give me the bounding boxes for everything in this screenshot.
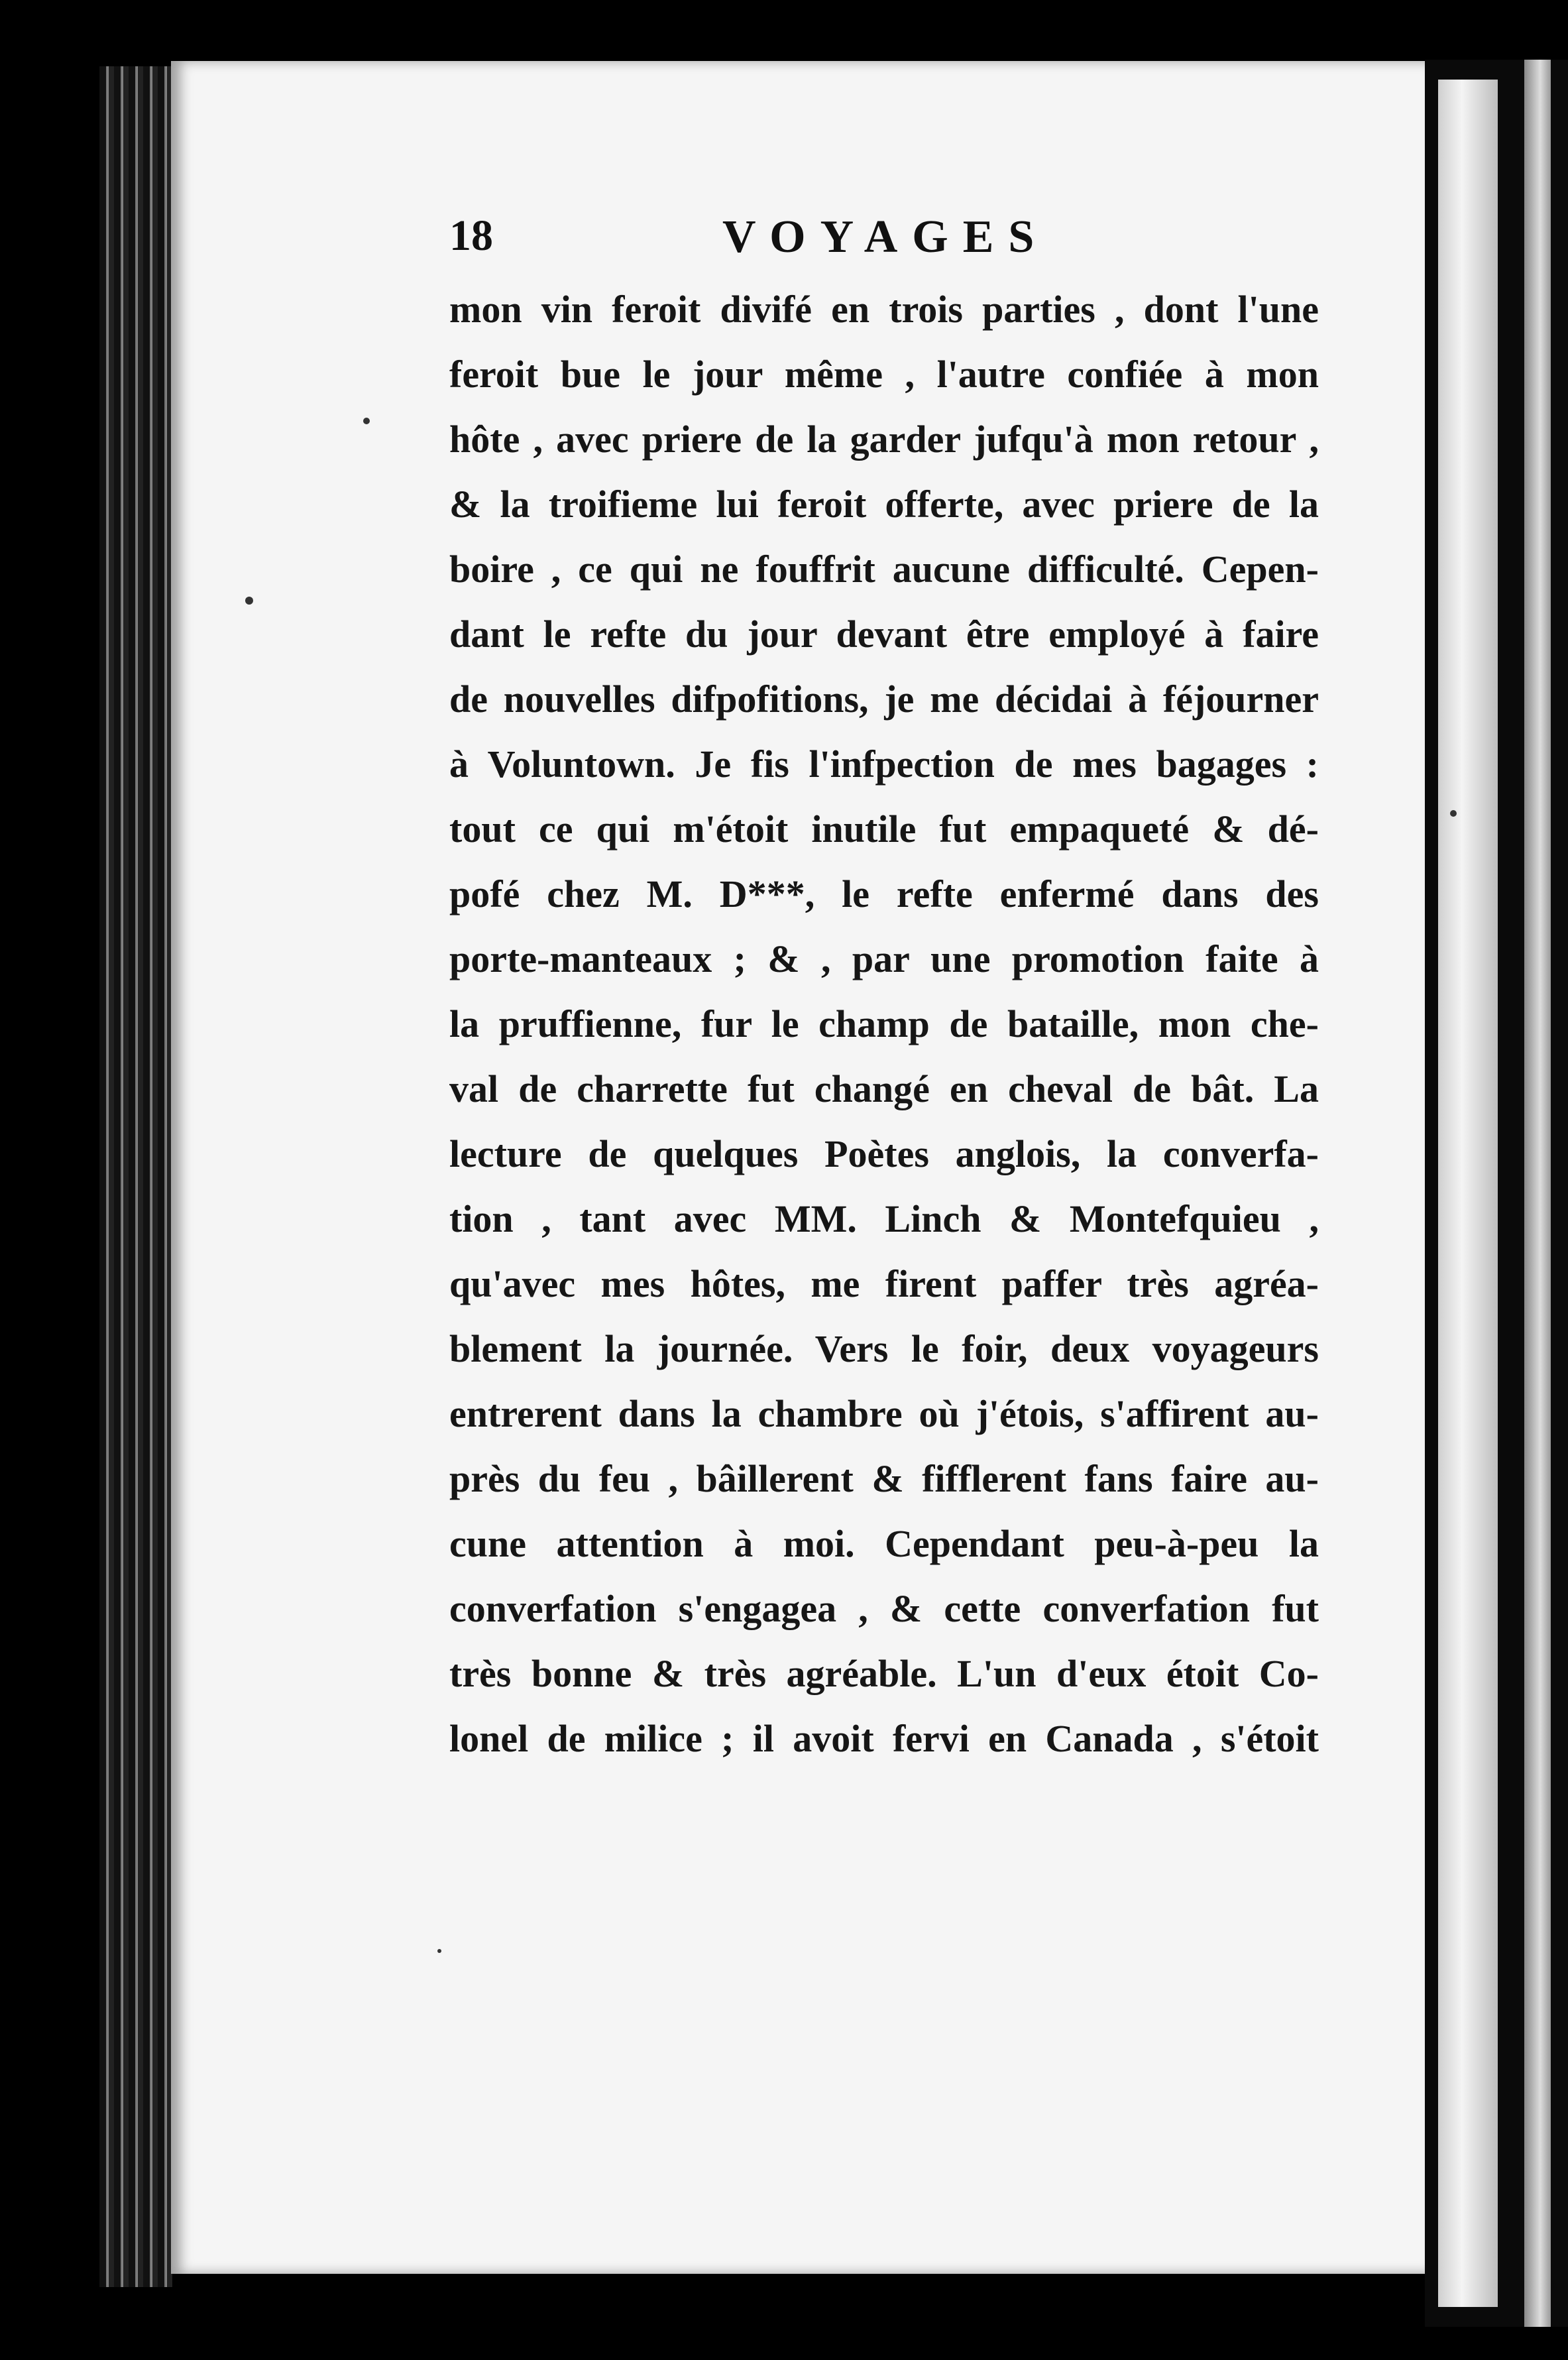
book-spine-edge <box>99 66 172 2287</box>
body-text <box>449 277 1319 1771</box>
text-line: tion , tant avec MM. Linch & Montefquieu , <box>449 1197 1319 1240</box>
text-line: & la troifieme lui feroit offerte, avec priere de la <box>449 483 1319 526</box>
text-line: val de charrette fut changé en cheval de bât. La <box>449 1067 1319 1110</box>
text-line: qu'avec mes hôtes, me firent paffer très agréa- <box>449 1262 1319 1305</box>
text-line: feroit bue le jour même , l'autre confiée à mon <box>449 353 1319 396</box>
running-title: VOYAGES <box>722 211 1049 263</box>
running-head <box>449 211 1337 270</box>
text-line: blement la journée. Vers le foir, deux voyageurs <box>449 1327 1319 1370</box>
speck <box>245 597 253 605</box>
text-line: mon vin feroit divifé en trois parties , dont l'une <box>449 288 1319 331</box>
speck <box>1450 810 1457 817</box>
speck <box>363 418 370 424</box>
page-edge-strip-outer <box>1524 60 1551 2327</box>
text-line: entrerent dans la chambre où j'étois, s'affirent au- <box>449 1392 1319 1435</box>
page-number: 18 <box>449 211 493 260</box>
text-line: la pruffienne, fur le champ de bataille, mon che- <box>449 1002 1319 1045</box>
text-line: converfation s'engagea , & cette converfation fut <box>449 1587 1319 1630</box>
text-line: cune attention à moi. Cependant peu-à-peu la <box>449 1522 1319 1565</box>
page-stack-edge <box>1425 60 1568 2327</box>
speck <box>437 1949 441 1953</box>
page-edge-strip <box>1438 80 1498 2307</box>
text-line: dant le refte du jour devant être employé à faire <box>449 613 1319 656</box>
text-line: lonel de milice ; il avoit fervi en Canada , s'étoit <box>449 1717 1319 1760</box>
text-line: hôte , avec priere de la garder jufqu'à mon retour , <box>449 418 1319 461</box>
text-line: porte-manteaux ; & , par une promotion faite à <box>449 937 1319 980</box>
text-line: à Voluntown. Je fis l'infpection de mes bagages : <box>449 742 1319 786</box>
text-line: lecture de quelques Poètes anglois, la converfa- <box>449 1132 1319 1175</box>
text-line: pofé chez M. D***, le refte enfermé dans des <box>449 872 1319 915</box>
text-line: boire , ce qui ne fouffrit aucune difficulté. Cepen- <box>449 548 1319 591</box>
text-line: tout ce qui m'étoit inutile fut empaqueté & dé- <box>449 807 1319 851</box>
text-line: de nouvelles difpofitions, je me décidai à féjourner <box>449 678 1319 721</box>
text-line: près du feu , bâillerent & fifflerent fans faire au- <box>449 1457 1319 1500</box>
text-line: très bonne & très agréable. L'un d'eux étoit Co- <box>449 1652 1319 1695</box>
